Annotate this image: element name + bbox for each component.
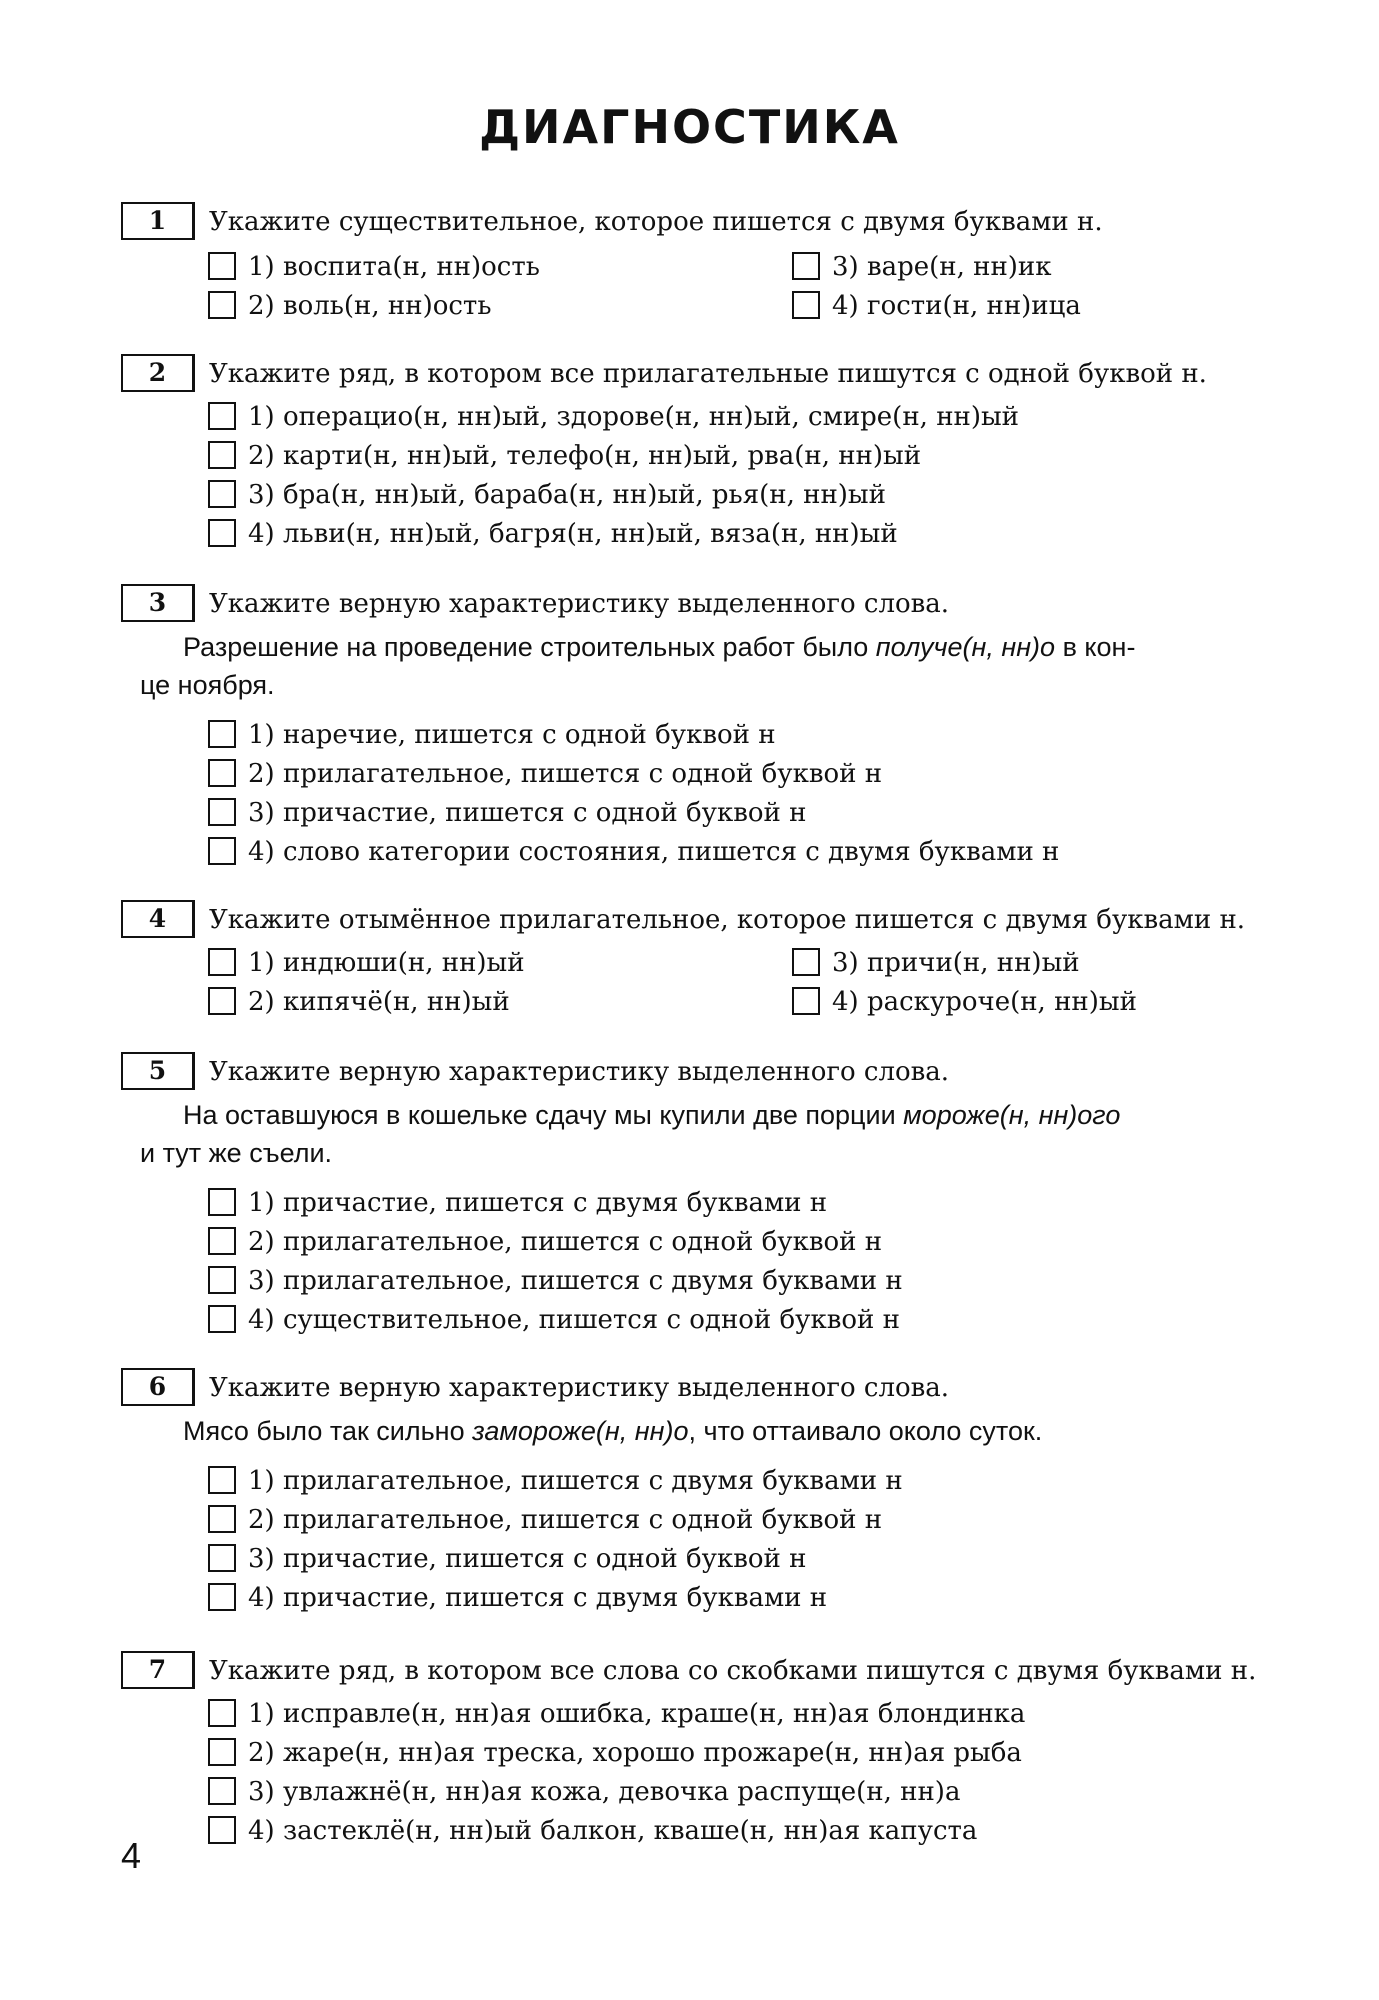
answer-checkbox[interactable]	[208, 1505, 236, 1533]
question-number: 4	[121, 900, 195, 938]
question-number: 5	[121, 1052, 195, 1090]
answer-checkbox[interactable]	[208, 948, 236, 976]
answer-checkbox[interactable]	[792, 291, 820, 319]
option-label: 2) прилагательное, пишется с одной буквой н	[248, 759, 883, 789]
question-text: Укажите существительное, которое пишется с двумя буквами н.	[209, 207, 1103, 237]
answer-checkbox[interactable]	[208, 402, 236, 430]
highlighted-word: замороже(н, нн)о	[472, 1416, 689, 1446]
answer-checkbox[interactable]	[792, 252, 820, 280]
option-label: 3) бра(н, нн)ый, бараба(н, нн)ый, рья(н, нн)ый	[248, 480, 886, 510]
page-number: 4	[121, 1835, 142, 1876]
answer-checkbox[interactable]	[208, 987, 236, 1015]
answer-checkbox[interactable]	[208, 1227, 236, 1255]
highlighted-word: мороже(н, нн)ого	[903, 1100, 1121, 1130]
question-header	[121, 354, 1321, 394]
context-sentence: Мясо было так сильно замороже(н, нн)о, что оттаивало около суток.	[183, 1416, 1043, 1446]
question-text: Укажите ряд, в котором все прилагательные пишутся с одной буквой н.	[209, 359, 1207, 389]
option-label: 3) прилагательное, пишется с двумя буквами н	[248, 1266, 903, 1296]
question-header	[121, 1651, 1321, 1691]
question-text: Укажите отымённое прилагательное, которое пишется с двумя буквами н.	[209, 905, 1246, 935]
option-label: 3) причастие, пишется с одной буквой н	[248, 798, 807, 828]
question-text: Укажите верную характеристику выделенного слова.	[209, 589, 950, 619]
answer-checkbox[interactable]	[208, 1188, 236, 1216]
option-label: 1) наречие, пишется с одной буквой н	[248, 720, 776, 750]
answer-checkbox[interactable]	[208, 798, 236, 826]
question-number: 6	[121, 1368, 195, 1406]
option-label: 4) существительное, пишется с одной буквой н	[248, 1305, 900, 1335]
context-sentence: Разрешение на проведение строительных работ было получе(н, нн)о в кон- це ноября.	[140, 632, 1136, 700]
answer-checkbox[interactable]	[208, 1266, 236, 1294]
question-number: 1	[121, 202, 195, 240]
option-label: 4) льви(н, нн)ый, багря(н, нн)ый, вяза(н, нн)ый	[248, 519, 898, 549]
question-number: 7	[121, 1651, 195, 1689]
option-label: 4) слово категории состояния, пишется с двумя буквами н	[248, 837, 1060, 867]
question-number: 3	[121, 584, 195, 622]
question-number: 2	[121, 354, 195, 392]
answer-checkbox[interactable]	[208, 252, 236, 280]
option-label: 2) жаре(н, нн)ая треска, хорошо прожаре(н, нн)ая рыба	[248, 1738, 1022, 1768]
answer-checkbox[interactable]	[208, 1738, 236, 1766]
option-label: 1) индюши(н, нн)ый	[248, 948, 525, 978]
answer-checkbox[interactable]	[208, 519, 236, 547]
answer-checkbox[interactable]	[208, 1466, 236, 1494]
answer-checkbox[interactable]	[792, 987, 820, 1015]
question-header	[121, 1368, 1321, 1408]
page-title: ДИАГНОСТИКА	[479, 100, 900, 154]
option-label: 1) исправле(н, нн)ая ошибка, краше(н, нн)ая блондинка	[248, 1699, 1026, 1729]
question-header	[121, 900, 1321, 940]
option-label: 1) прилагательное, пишется с двумя буквами н	[248, 1466, 903, 1496]
option-label: 3) увлажнё(н, нн)ая кожа, девочка распуще(н, нн)а	[248, 1777, 961, 1807]
question-text: Укажите ряд, в котором все слова со скобками пишутся с двумя буквами н.	[209, 1656, 1257, 1686]
context-sentence: На оставшуюся в кошельке сдачу мы купили две порции мороже(н, нн)ого и тут же съели.	[140, 1100, 1121, 1168]
option-label: 3) причастие, пишется с одной буквой н	[248, 1544, 807, 1574]
answer-checkbox[interactable]	[208, 1699, 236, 1727]
question-header	[121, 584, 1321, 624]
option-label: 4) раскуроче(н, нн)ый	[832, 987, 1137, 1017]
option-label: 2) прилагательное, пишется с одной буквой н	[248, 1227, 883, 1257]
option-label: 1) причастие, пишется с двумя буквами н	[248, 1188, 828, 1218]
question-text: Укажите верную характеристику выделенного слова.	[209, 1373, 950, 1403]
option-label: 1) воспита(н, нн)ость	[248, 252, 540, 282]
option-label: 2) карти(н, нн)ый, телефо(н, нн)ый, рва(н, нн)ый	[248, 441, 922, 471]
question-header	[121, 1052, 1321, 1092]
answer-checkbox[interactable]	[208, 1544, 236, 1572]
answer-checkbox[interactable]	[208, 720, 236, 748]
answer-checkbox[interactable]	[208, 1777, 236, 1805]
answer-checkbox[interactable]	[208, 1583, 236, 1611]
answer-checkbox[interactable]	[208, 837, 236, 865]
answer-checkbox[interactable]	[208, 1305, 236, 1333]
answer-checkbox[interactable]	[208, 1816, 236, 1844]
answer-checkbox[interactable]	[208, 480, 236, 508]
answer-checkbox[interactable]	[792, 948, 820, 976]
answer-checkbox[interactable]	[208, 441, 236, 469]
question-header	[121, 202, 1321, 242]
option-label: 4) застеклё(н, нн)ый балкон, кваше(н, нн)ая капуста	[248, 1816, 978, 1846]
option-label: 4) гости(н, нн)ица	[832, 291, 1081, 321]
option-label: 3) варе(н, нн)ик	[832, 252, 1052, 282]
answer-checkbox[interactable]	[208, 759, 236, 787]
question-text: Укажите верную характеристику выделенного слова.	[209, 1057, 950, 1087]
option-label: 2) воль(н, нн)ость	[248, 291, 492, 321]
highlighted-word: получе(н, нн)о	[875, 632, 1056, 662]
option-label: 2) кипячё(н, нн)ый	[248, 987, 510, 1017]
option-label: 4) причастие, пишется с двумя буквами н	[248, 1583, 828, 1613]
option-label: 1) операцио(н, нн)ый, здорове(н, нн)ый, смире(н, нн)ый	[248, 402, 1020, 432]
answer-checkbox[interactable]	[208, 291, 236, 319]
option-label: 2) прилагательное, пишется с одной буквой н	[248, 1505, 883, 1535]
option-label: 3) причи(н, нн)ый	[832, 948, 1080, 978]
